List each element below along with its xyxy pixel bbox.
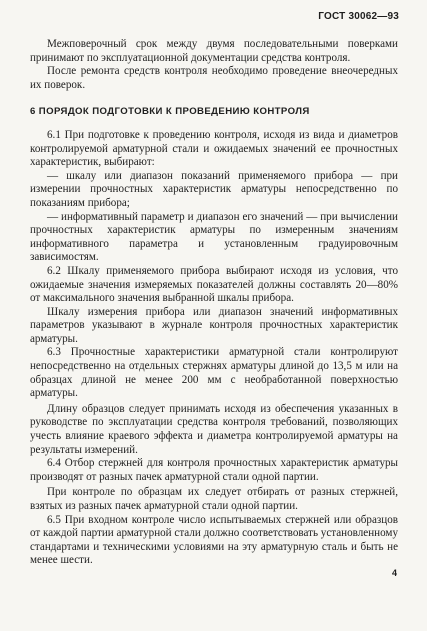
- paragraph-6-4-samples: При контроле по образцам их следует отбирать от разных стержней, взятых из разных пачек арматурной стали одной партии.: [30, 486, 398, 512]
- standard-header: ГОСТ 30062—93: [318, 11, 399, 22]
- paragraph-intro-1: Межповерочный срок между двумя последовательными поверками принимают по эксплуатационной документации средства контроля.: [30, 38, 398, 64]
- paragraph-6-1-item-scale: — шкалу или диапазон показаний применяемого прибора — при измерении прочностных характеристик арматуры непосредственно по показаниям прибора;: [30, 169, 398, 209]
- paragraph-6-2: 6.2 Шкалу применяемого прибора выбирают исходя из условия, что ожидаемые значения измеряемых показателей должны составлять 20—80% от максимального значения выбранной шкалы прибора.: [30, 264, 398, 305]
- paragraph-intro-2: После ремонта средств контроля необходимо проведение внеочередных их поверок.: [30, 65, 398, 91]
- paragraph-6-5: 6.5 При входном контроле число испытываемых стержней или образцов от каждой партии арматурной стали должно соответствовать установленному стандартами и техническими условиями на эту арматурную сталь и быть не менее шести.: [30, 513, 398, 567]
- paragraph-6-3-sample-length: Длину образцов следует принимать исходя из обеспечения указанных в руководстве по эксплуатации средства контроля требований, позволяющих учесть влияние краевого эффекта и диаметра контролируемой арматуры на результаты измерений.: [30, 402, 398, 456]
- document-body: [30, 38, 398, 568]
- paragraph-6-2-scale-record: Шкалу измерения прибора или диапазон значений информативных параметров указывают в журнале контроля прочностных характеристик арматуры.: [30, 305, 398, 345]
- paragraph-6-4: 6.4 Отбор стержней для контроля прочностных характеристик арматуры производят от разных пачек арматурной стали одной партии.: [30, 457, 398, 483]
- paragraph-6-1-item-parameter: — информативный параметр и диапазон его значений — при вычислении прочностных характеристик арматуры по измеренным значениям информативного параметра и установленным градуировочным зависимостям.: [30, 210, 398, 264]
- page-number: 4: [391, 568, 397, 578]
- paragraph-6-3: 6.3 Прочностные характеристики арматурной стали контролируют непосредственно на отдельных стержнях арматуры длиной до 13,5 м или на образцах длиной не менее 200 мм с необработанной поверхностью арматуры.: [30, 346, 398, 400]
- section-heading: 6 ПОРЯДОК ПОДГОТОВКИ К ПРОВЕДЕНИЮ КОНТРОЛЯ: [30, 106, 310, 118]
- paragraph-6-1: 6.1 При подготовке к проведению контроля, исходя из вида и диаметров контролируемой арматурной стали и ожидаемых значений ее прочностных характеристик, выбирают:: [30, 128, 398, 169]
